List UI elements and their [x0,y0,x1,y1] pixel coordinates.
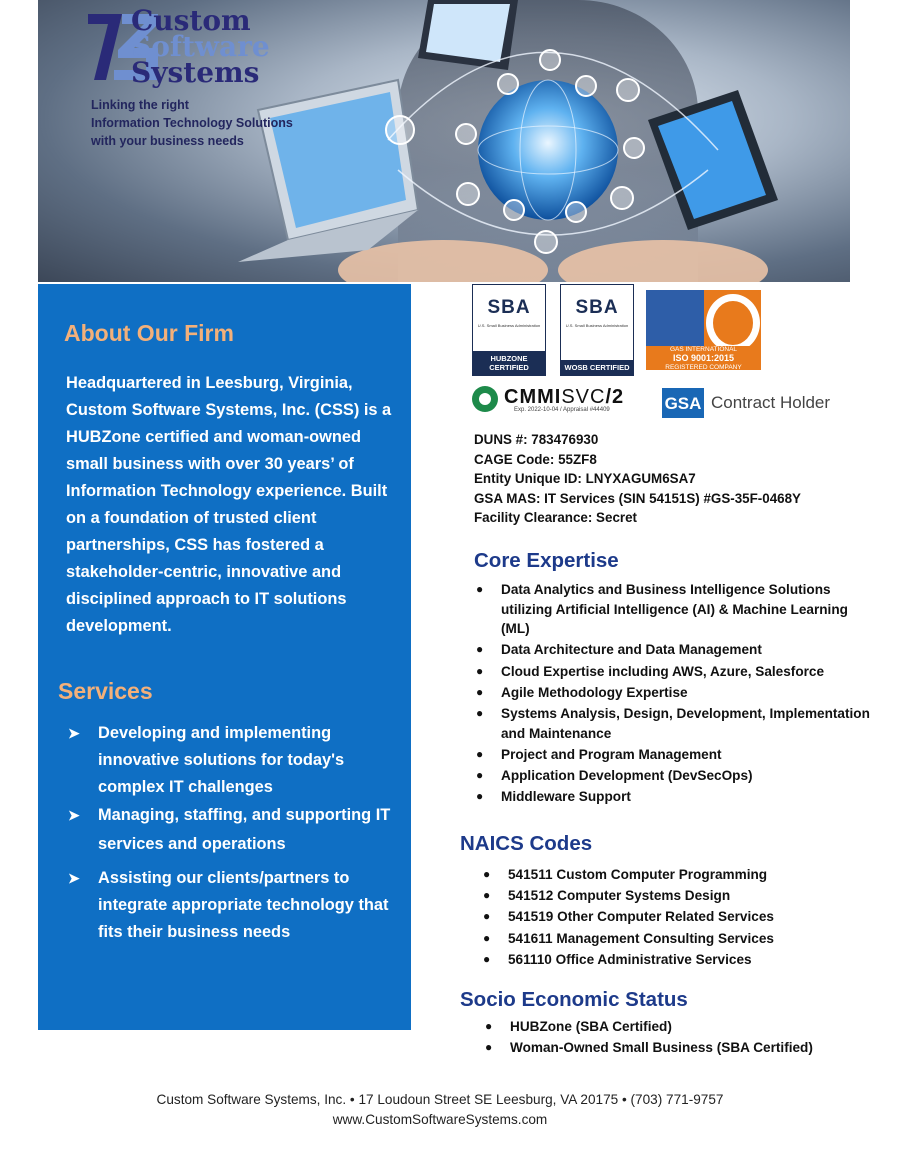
list-item-text: 541519 Other Computer Related Services [508,909,774,925]
bullet-icon: ● [476,582,484,596]
gsa-text: Contract Holder [711,393,831,412]
list-item-text: Agile Methodology Expertise [501,684,688,700]
company-logo-text [131,4,270,89]
gsa-star-icon: GSA [662,388,704,418]
service-text: Managing, staffing, and supporting IT services and operations [98,806,391,853]
list-item [474,640,874,660]
sba-logo-text: SBA [487,297,531,318]
cmmi-logo [472,384,652,414]
tagline-line: Information Technology Solutions [91,116,293,130]
sba-small-text: U.S. Small Business Administration [565,323,629,328]
iso-badge-text [646,346,761,370]
q-logo-icon [706,294,760,352]
cmmi-bold: CMMI [504,386,562,408]
bullet-icon: ● [476,684,484,699]
list-item-text: Systems Analysis, Design, Development, Implementation and Maintenance [501,705,870,741]
list-item-text: 541511 Custom Computer Programming [508,867,768,882]
footer [0,1090,880,1130]
wosb-certified-label: WOSB CERTIFIED [561,360,633,375]
bullet-icon: ● [476,663,484,678]
cmmi-svc: SVC [561,386,606,408]
list-item [474,683,874,703]
bullet-icon: ● [476,746,484,761]
list-item [481,907,861,927]
duns-number: DUNS #: 783476930 [474,432,599,447]
laurel-check-icon [646,290,704,350]
footer-address: Custom Software Systems, Inc. • 17 Loudoun Street SE Leesburg, VA 20175 • (703) 771-9757 [156,1092,724,1107]
naics-codes-title: NAICS Codes [460,832,593,855]
about-title: About Our Firm [64,320,234,346]
bullet-icon: ● [483,909,491,924]
cmmi-expiration: Exp. 2022-10-04 / Appraisal #44409 [514,407,610,413]
company-identifiers [474,430,894,528]
bullet-icon: ● [476,789,484,804]
list-item [474,787,874,807]
facility-clearance: Facility Clearance: Secret [474,510,638,526]
bullet-icon: ● [476,642,484,657]
list-item [483,1017,863,1037]
list-item [474,662,874,682]
list-item [481,886,861,906]
naics-codes-list [481,865,861,971]
bullet-icon: ● [483,951,491,966]
service-text: Assisting our clients/partners to integrate appropriate technology that fits their business needs [98,869,389,941]
footer-website-link[interactable]: www.CustomSoftwareSystems.com [332,1112,548,1127]
list-item-text: HUBZone (SBA Certified) [510,1019,672,1034]
services-title: Services [58,678,153,704]
arrow-bullet-icon: ➤ [68,807,80,823]
services-list [68,720,398,946]
hubzone-certified-label: HUBZONE CERTIFIED [473,351,545,375]
list-item-text: Middleware Support [501,789,631,805]
socio-economic-list [483,1017,863,1059]
cage-code: CAGE Code: 55ZF8 [474,451,597,467]
list-item [483,1038,863,1058]
tagline-line: with your business needs [91,134,244,148]
list-item-text: Application Development (DevSecOps) [501,767,753,783]
socio-economic-title: Socio Economic Status [460,988,688,1011]
bullet-icon: ● [483,930,491,945]
gas-line: REGISTERED COMPANY [665,364,742,370]
logo-word-systems: Systems [131,56,260,89]
bullet-icon: ● [476,705,484,720]
gas-line: GAS INTERNATIONAL [669,346,738,353]
cmmi-level: /2 [605,386,625,408]
cmmi-swirl-icon [472,386,498,412]
list-item-text: 541611 Management Consulting Services [508,930,774,946]
service-item [68,720,398,801]
list-item [474,580,874,639]
certification-badges [472,284,852,424]
core-expertise-title: Core Expertise [474,549,619,572]
bullet-icon: ● [485,1040,493,1055]
header-banner [38,0,850,282]
bullet-icon: ● [476,767,484,782]
list-item-text: Data Architecture and Data Management [501,642,762,658]
service-item [68,865,398,946]
sba-small-text: U.S. Small Business Administration [477,323,541,328]
sba-hubzone-badge [472,284,546,376]
about-services-panel [38,284,411,1030]
entity-unique-id: Entity Unique ID: LNYXAGUM6SA7 [474,471,696,487]
list-item [474,766,874,786]
service-item [68,801,398,859]
arrow-bullet-icon: ➤ [68,870,80,886]
list-item [474,745,874,765]
list-item-text: 561110 Office Administrative Services [508,951,752,967]
arrow-bullet-icon: ➤ [68,725,80,741]
list-item-text: Data Analytics and Business Intelligence Solutions utilizing Artificial Intelligence (AI) & Machine Learning (ML) [501,582,848,637]
logo-word-custom: Custom [131,4,251,37]
about-body: Headquartered in Leesburg, Virginia, Custom Software Systems, Inc. (CSS) is a HUBZone certified and woman-owned small business with over 30 years’ of Information Technology experience. Built on a foundation of trusted client partnerships, CSS has fostered a stakeholder-centric, innovative and disciplined approach to IT solutions development. [66,374,392,635]
bullet-icon: ● [485,1019,493,1033]
sba-wosb-badge [560,284,634,376]
tagline [91,96,331,150]
cmmi-text [504,386,624,409]
list-item-text: Woman-Owned Small Business (SBA Certified) [510,1040,813,1056]
list-item-text: Cloud Expertise including AWS, Azure, Salesforce [501,663,825,679]
list-item [481,929,861,949]
logo-word-software: Software [131,30,270,63]
iso-standard: ISO 9001:2015 [672,353,735,363]
bullet-icon: ● [483,867,491,881]
list-item-text: Project and Program Management [501,746,722,762]
bullet-icon: ● [483,888,491,903]
gsa-mas: GSA MAS: IT Services (SIN 54151S) #GS-35F-0468Y [474,490,801,506]
list-item [481,865,861,885]
core-expertise-list [474,580,874,808]
gsa-contract-holder-logo [662,388,842,418]
list-item [481,950,861,970]
tagline-line: Linking the right [91,98,189,112]
iso-9001-badge [646,290,761,370]
sba-logo-text: SBA [575,297,619,318]
list-item-text: 541512 Computer Systems Design [508,888,731,904]
service-text: Developing and implementing innovative solutions for today's complex IT challenges [98,724,345,796]
list-item [474,704,874,743]
